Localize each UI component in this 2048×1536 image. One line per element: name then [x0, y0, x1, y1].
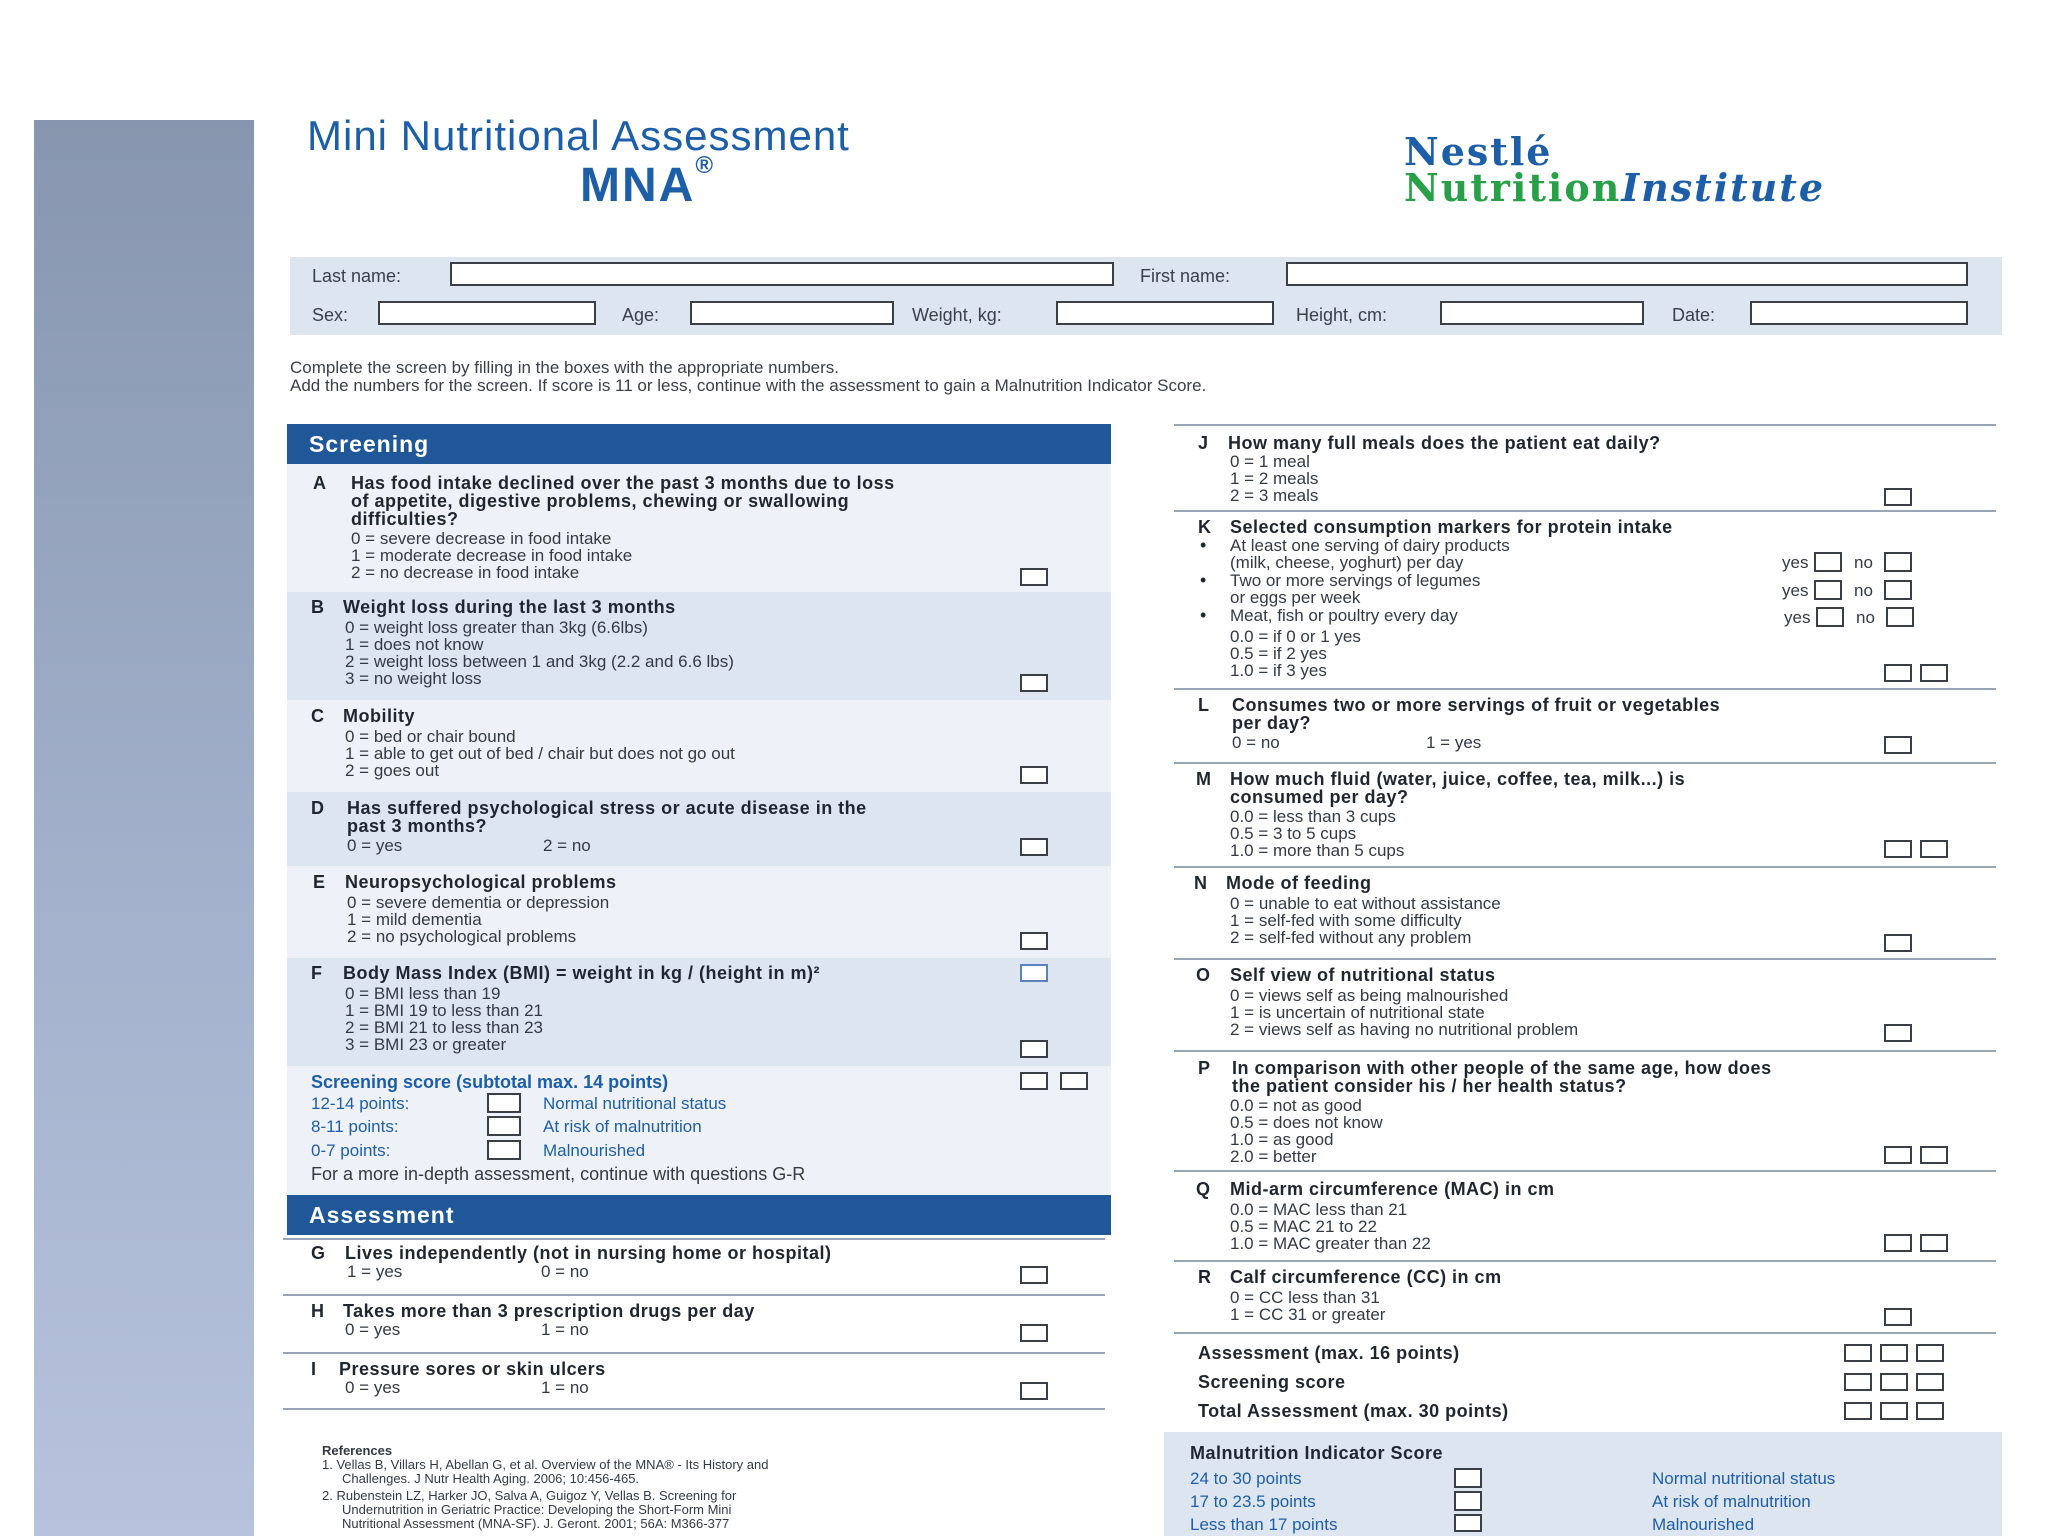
question-p-text-1: In comparison with other people of the same age, how does — [1232, 1058, 1772, 1078]
question-k: K Selected consumption markers for protein intake • At least one serving of dairy products (milk, cheese, yoghurt) per day yes no • Two or more servings of legumes or eggs per week yes no • Meat, fish or poultry every day yes no 0.0 = if 0 or 1 yes 0.5 = if 2 yes 1.0 = if 3 yes — [1174, 510, 1996, 688]
question-a-text-1: Has food intake declined over the past 3 months due to loss — [351, 473, 895, 493]
instructions-line2: Add the numbers for the screen. If score is 11 or less, continue with the assessment to gain a Malnutrition Indicator Score. — [290, 376, 1207, 395]
screening-malnourished-box[interactable] — [487, 1140, 521, 1160]
score-box-d[interactable] — [1020, 838, 1048, 856]
trademark: ® — [695, 152, 715, 179]
question-e-text: Neuropsychological problems — [345, 872, 617, 892]
score-box-f[interactable] — [1020, 1040, 1048, 1058]
screening-at-risk-box[interactable] — [487, 1116, 521, 1136]
assessment-total-label: Assessment (max. 16 points) — [1198, 1343, 1460, 1363]
assessment-total-box-3[interactable] — [1916, 1344, 1944, 1362]
question-d: D Has suffered psychological stress or acute disease in the past 3 months? 0 = yes 2 = no — [287, 792, 1111, 866]
weight-label: Weight, kg: — [912, 305, 1002, 325]
question-r-text: Calf circumference (CC) in cm — [1230, 1267, 1502, 1287]
form-title: Mini Nutritional Assessment — [307, 112, 850, 159]
score-box-g[interactable] — [1020, 1266, 1048, 1284]
question-j: J How many full meals does the patient eat daily? 0 = 1 meal 1 = 2 meals 2 = 3 meals — [1174, 424, 1996, 510]
question-i: I Pressure sores or skin ulcers 0 = yes 1 = no — [283, 1352, 1105, 1410]
question-g-text: Lives independently (not in nursing home or hospital) — [345, 1243, 832, 1263]
question-c: C Mobility 0 = bed or chair bound 1 = able to get out of bed / chair but does not go out 2 = goes out — [287, 700, 1111, 792]
question-r: R Calf circumference (CC) in cm 0 = CC less than 31 1 = CC 31 or greater — [1174, 1260, 1996, 1332]
sex-label: Sex: — [312, 305, 349, 325]
last-name-label: Last name: — [312, 266, 402, 286]
question-l-text-1: Consumes two or more servings of fruit or vegetables — [1232, 695, 1721, 715]
sex-field[interactable] — [378, 301, 596, 325]
legumes-yes-box[interactable] — [1814, 580, 1842, 600]
grand-total-box-2[interactable] — [1880, 1402, 1908, 1420]
question-l: L Consumes two or more servings of fruit or vegetables per day? 0 = no 1 = yes — [1174, 688, 1996, 762]
instructions-line1: Complete the screen by filling in the boxes with the appropriate numbers. — [290, 358, 840, 377]
question-q: Q Mid-arm circumference (MAC) in cm 0.0 = MAC less than 21 0.5 = MAC 21 to 22 1.0 = MAC greater than 22 — [1174, 1170, 1996, 1260]
form-subtitle: MNA® — [580, 152, 715, 212]
screening-score-title: Screening score (subtotal max. 14 points) — [311, 1072, 669, 1092]
age-field[interactable] — [690, 301, 894, 325]
legumes-no-box[interactable] — [1884, 580, 1912, 600]
weight-field[interactable] — [1056, 301, 1274, 325]
mis-at-risk-box[interactable] — [1454, 1491, 1482, 1511]
screening-total-label: Screening score — [1198, 1372, 1346, 1392]
score-box-l[interactable] — [1884, 736, 1912, 754]
question-e: E Neuropsychological problems 0 = severe dementia or depression 1 = mild dementia 2 = no psychological problems — [287, 866, 1111, 958]
score-box-m-2[interactable] — [1920, 840, 1948, 858]
question-h-text: Takes more than 3 prescription drugs per day — [343, 1301, 755, 1321]
continue-note: For a more in-depth assessment, continue with questions G-R — [311, 1164, 806, 1184]
dairy-no-box[interactable] — [1884, 552, 1912, 572]
question-a: A Has food intake declined over the past 3 months due to loss of appetite, digestive problems, chewing or swallowing difficulties? 0 = severe decrease in food intake 1 = moderate decrease in food intake 2 = no decrease in food intake — [287, 464, 1111, 592]
meat-yes-box[interactable] — [1816, 607, 1844, 627]
grand-total-label: Total Assessment (max. 30 points) — [1198, 1401, 1509, 1421]
score-box-c[interactable] — [1020, 766, 1048, 784]
question-q-text: Mid-arm circumference (MAC) in cm — [1230, 1179, 1555, 1199]
question-c-text: Mobility — [343, 706, 415, 726]
screening-total-box-3[interactable] — [1916, 1373, 1944, 1391]
question-m-text-2: consumed per day? — [1230, 787, 1409, 807]
bmi-box[interactable] — [1020, 964, 1048, 982]
question-d-text-2: past 3 months? — [347, 816, 488, 836]
screening-total-box-1[interactable] — [1844, 1373, 1872, 1391]
question-a-text-2: of appetite, digestive problems, chewing or swallowing — [351, 491, 850, 511]
question-m: M How much fluid (water, juice, coffee, tea, milk...) is consumed per day? 0.0 = less than 3 cups 0.5 = 3 to 5 cups 1.0 = more than 5 cups — [1174, 762, 1996, 866]
patient-info-panel — [290, 257, 2002, 335]
score-box-i[interactable] — [1020, 1382, 1048, 1400]
screening-score-panel: Screening score (subtotal max. 14 points) 12-14 points: Normal nutritional status 8-11 points: At risk of malnutrition 0-7 points: Malnourished For a more in-depth assessment, continue with questions G-R — [287, 1066, 1111, 1194]
score-box-q-2[interactable] — [1920, 1234, 1948, 1252]
age-label: Age: — [622, 305, 660, 325]
screening-normal-box[interactable] — [487, 1093, 521, 1113]
question-d-text-1: Has suffered psychological stress or acute disease in the — [347, 798, 867, 818]
question-f-text: Body Mass Index (BMI) = weight in kg / (height in m)² — [343, 963, 821, 983]
screening-heading: Screening — [287, 424, 1111, 464]
question-g: G Lives independently (not in nursing home or hospital) 1 = yes 0 = no — [283, 1238, 1105, 1294]
question-k-text: Selected consumption markers for protein intake — [1230, 517, 1673, 537]
last-name-field[interactable] — [450, 262, 1114, 286]
question-p: P In comparison with other people of the same age, how does the patient consider his / her health status? 0.0 = not as good 0.5 = does not know 1.0 = as good 2.0 = better — [1174, 1050, 1996, 1170]
question-n-text: Mode of feeding — [1226, 873, 1372, 893]
question-b-text: Weight loss during the last 3 months — [343, 597, 676, 617]
score-box-p-2[interactable] — [1920, 1146, 1948, 1164]
question-b: B Weight loss during the last 3 months 0 = weight loss greater than 3kg (6.6lbs) 1 = does not know 2 = weight loss between 1 and 3kg (2.2 and 6.6 lbs) 3 = no weight loss — [287, 592, 1111, 700]
score-box-b[interactable] — [1020, 674, 1048, 692]
logo-line1: Nestlé — [1404, 129, 1553, 174]
grand-total-box-3[interactable] — [1916, 1402, 1944, 1420]
meat-no-box[interactable] — [1886, 607, 1914, 627]
score-box-q-1[interactable] — [1884, 1234, 1912, 1252]
assessment-heading: Assessment — [287, 1195, 1111, 1235]
score-box-a[interactable] — [1020, 568, 1048, 586]
score-box-p-1[interactable] — [1884, 1146, 1912, 1164]
mis-normal-box[interactable] — [1454, 1468, 1482, 1488]
logo-line2: NutritionInstitute — [1404, 165, 1826, 210]
assessment-total-box-2[interactable] — [1880, 1344, 1908, 1362]
date-label: Date: — [1672, 305, 1716, 325]
references-heading: References — [322, 1443, 393, 1458]
totals-panel — [1174, 1332, 1996, 1422]
question-n: N Mode of feeding 0 = unable to eat without assistance 1 = self-fed with some difficulty 2 = self-fed without any problem — [1174, 866, 1996, 958]
screening-total-box-2[interactable] — [1880, 1373, 1908, 1391]
date-field[interactable] — [1750, 301, 1968, 325]
mis-malnourished-box[interactable] — [1454, 1514, 1482, 1532]
score-box-h[interactable] — [1020, 1324, 1048, 1342]
question-a-text-3: difficulties? — [351, 509, 459, 529]
score-box-n[interactable] — [1884, 934, 1912, 952]
nestle-logo — [1404, 129, 1826, 210]
score-box-k-1[interactable] — [1884, 664, 1912, 682]
mis-title: Malnutrition Indicator Score — [1190, 1443, 1444, 1463]
question-i-text: Pressure sores or skin ulcers — [339, 1359, 606, 1379]
screening-score-box-2[interactable] — [1060, 1072, 1088, 1090]
first-name-label: First name: — [1140, 266, 1231, 286]
question-h: H Takes more than 3 prescription drugs per day 0 = yes 1 = no — [283, 1294, 1105, 1352]
score-box-r[interactable] — [1884, 1308, 1912, 1326]
assessment-total-box-1[interactable] — [1844, 1344, 1872, 1362]
first-name-field[interactable] — [1286, 262, 1968, 286]
question-p-text-2: the patient consider his / her health status? — [1232, 1076, 1627, 1096]
question-o-text: Self view of nutritional status — [1230, 965, 1496, 985]
malnutrition-indicator-panel: Malnutrition Indicator Score 24 to 30 points Normal nutritional status 17 to 23.5 points At risk of malnutrition Less than 17 points Malnourished — [1164, 1432, 2002, 1536]
question-l-text-2: per day? — [1232, 713, 1312, 733]
score-box-j[interactable] — [1884, 488, 1912, 506]
grand-total-box-1[interactable] — [1844, 1402, 1872, 1420]
score-box-m-1[interactable] — [1884, 840, 1912, 858]
instructions — [290, 359, 1206, 395]
dairy-yes-box[interactable] — [1814, 552, 1842, 572]
screening-score-box-1[interactable] — [1020, 1072, 1048, 1090]
question-o: O Self view of nutritional status 0 = views self as being malnourished 1 = is uncertain of nutritional state 2 = views self as having no nutritional problem — [1174, 958, 1996, 1050]
references: References 1. Vellas B, Villars H, Abellan G, et al. Overview of the MNA® - Its History and Challenges. J Nutr Health Aging. 2006; 10:456-465. 2. Rubenstein LZ, Harker JO, Salva A, Guigoz Y, Vellas B. Screening for Undernutrition in Geriatric Practice: Developing the Short-Form Mini Nutritional Assessment (MNA-SF). J. Geront. 2001; 56A: M366-377 — [322, 1444, 1102, 1531]
height-field[interactable] — [1440, 301, 1644, 325]
question-j-text: How many full meals does the patient eat daily? — [1228, 433, 1661, 453]
score-box-e[interactable] — [1020, 932, 1048, 950]
score-box-o[interactable] — [1884, 1024, 1912, 1042]
question-f: F Body Mass Index (BMI) = weight in kg / (height in m)² 0 = BMI less than 19 1 = BMI 19 to less than 21 2 = BMI 21 to less than 23 3 = BMI 23 or greater — [287, 958, 1111, 1066]
question-m-text-1: How much fluid (water, juice, coffee, tea, milk...) is — [1230, 769, 1686, 789]
height-label: Height, cm: — [1296, 305, 1388, 325]
score-box-k-2[interactable] — [1920, 664, 1948, 682]
